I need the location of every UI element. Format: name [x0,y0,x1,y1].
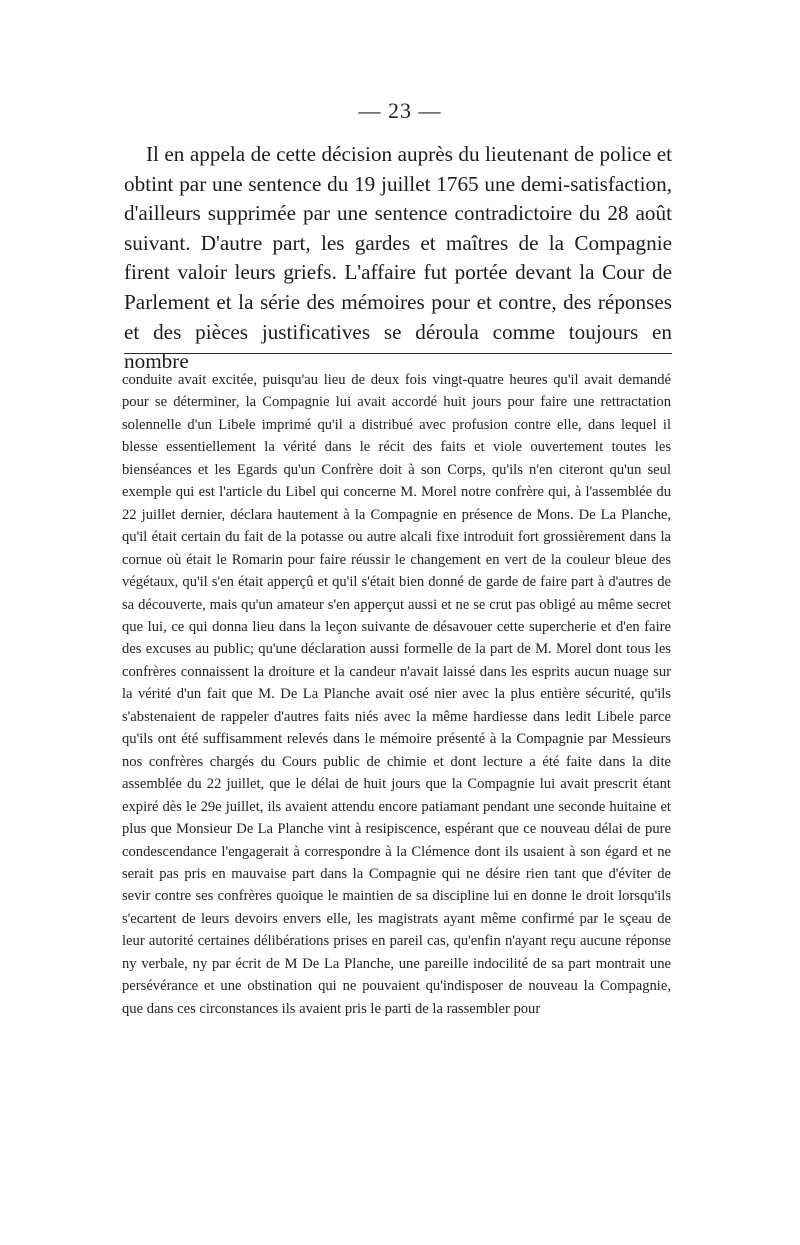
footnote-text: conduite avait excitée, puisqu'au lieu de deux fois vingt-quatre heures qu'il avait demandé pour se déterminer, la Compagnie lui avait accordé huit jours pour faire une rettractation solennelle d'un Libele imprimé qu'il a distribué avec profusion contre elle, dans lequel il blesse essentiellement la vérité dans le récit des faits et viole ouvertement toutes les bienséances et les Egards qu'un Confrère doit à son Corps, qu'ils n'en citeront qu'un seul exemple qui est l'article du Libel qui concerne M. Morel notre confrère qui, à l'assemblée du 22 juillet dernier, déclara hautement à la Compagnie en présence de Mons. De La Planche, qu'il était certain du fait de la potasse ou autre alcali fixe introduit fort grossièrement dans la cornue où était le Romarin pour faire réussir le changement en vert de la couleur bleue des végétaux, qu'il s'en était apperçû et qu'il s'était bien donné de garde de faire part à d'autres de sa découverte, mais qu'un amateur s'en apperçut aussi et ne se crut pas obligé au même secret que lui, ce qui donna lieu dans la leçon suivante de désavouer cette supercherie et d'en faire des excuses au public; qu'une déclaration aussi formelle de la part de M. Morel dont tous les confrères connaissent la droiture et la candeur n'avait laissé dans les esprits aucun nuage sur la vérité d'un fait que M. De La Planche avait osé nier avec la plus entière sécurité, qu'ils s'abstenaient de rappeler d'autres faits niés avec la même hardiesse dans ledit Libele parce qu'ils ont été suffisamment relevés dans le mémoire présenté à la Compagnie par Messieurs nos confrères chargés du Cours public de chimie et dont lecture a été faite dans la dite assemblée du 22 juillet, que le délai de huit jours que la Compagnie lui avait prescrit étant expiré dès le 29e juillet, ils avaient attendu encore patiamant pendant une seconde huitaine et plus que Monsieur De La Planche vint à resipiscence, espérant que ce nouveau délai de pure condescendance l'engagerait à correspondre à la Clémence dont ils usaient à son égard et ne serait pas pris en mauvaise part dans la Compagnie qui ne désire rien tant que d'éviter de sevir contre ses confrères quoique le maintien de sa discipline lui en donne le droit lorsqu'ils s'ecartent de leurs devoirs envers elle, les magistrats ayant même confirmé par le sçeau de leur autorité certaines délibérations prises en pareil cas, qu'enfin n'ayant reçu aucune réponse ny verbale, ny par écrit de M De La Planche, une pareille indocilité de sa part montrait une persévérance et une obstination qui ne pouvaient qu'indisposer de nouveau la Compagnie, que dans ces circonstances ils avaient pris le parti de la rassembler pour [122,372,671,1017]
main-paragraph: Il en appela de cette décision auprès du lieutenant de police et obtint par une sentence du 19 juillet 1765 une demi-satisfaction, d'ailleurs supprimée par une sentence contradictoire du 28 août suivant. D'autre part, les gardes et maîtres de la Compagnie firent valoir leurs griefs. L'affaire fut portée devant la Cour de Parlement et la série des mémoires pour et contre, des réponses et des pièces justificatives se déroula comme toujours en nombre [124,142,672,374]
page-number: — 23 — [358,98,442,123]
footnote-separator [124,353,672,354]
